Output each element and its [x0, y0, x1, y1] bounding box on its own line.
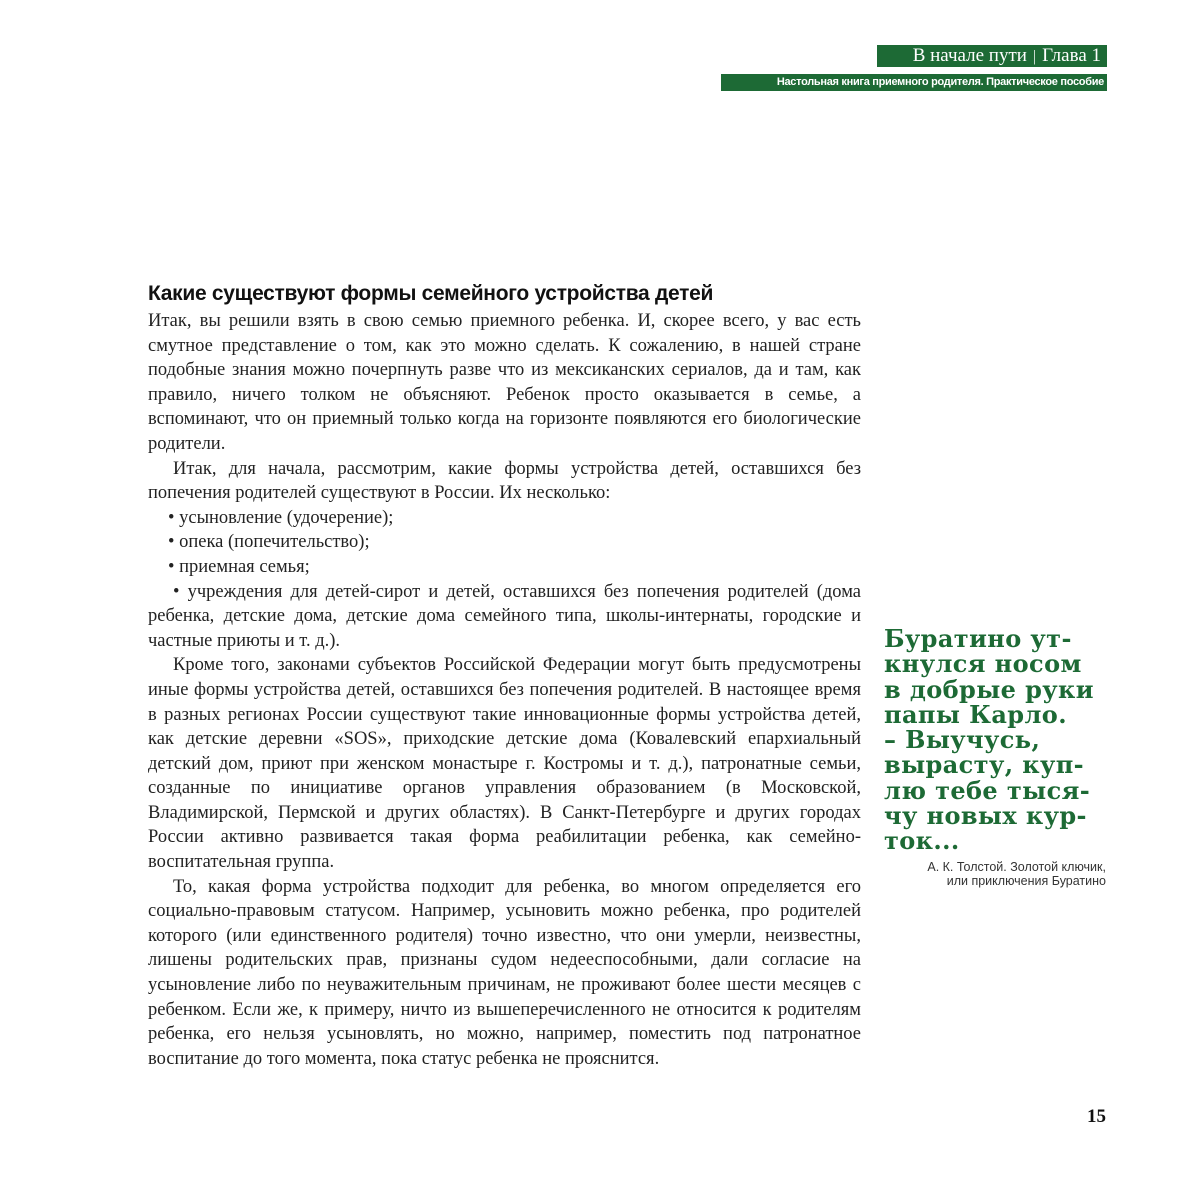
page-number: 15 [1087, 1106, 1106, 1127]
paragraph-forms: Итак, для начала, рассмотрим, какие формы устройства детей, оставшихся без попечения родителей существуют в России. Их несколько: [148, 458, 861, 504]
header-separator: | [1032, 48, 1037, 65]
main-text [148, 309, 861, 1071]
paragraph-intro: Итак, вы решили взять в свою семью приемного ребенка. И, скорее всего, у вас есть смутное представление о том, как это можно сделать. К сожалению, в нашей стране подобные знания можно почерпнуть разве что из мексиканских сериалов, да и там, как правило, ничего толком не объясняют. Ребенок просто оказывается в семье, а вспоминают, что он приемный только когда на горизонте появляются его биологические родители. [148, 311, 861, 454]
book-title-bar [721, 74, 1107, 91]
chapter-title: В начале пути [912, 45, 1027, 66]
chapter-number: Глава 1 [1042, 45, 1101, 66]
chapter-header [877, 45, 1107, 67]
list-item: • приемная семья; [168, 556, 310, 577]
book-title: Настольная книга приемного родителя. Практическое пособие [776, 76, 1104, 88]
quote-source: А. К. Толстой. Золотой ключик, или приключения Буратино [927, 860, 1106, 888]
sidebar-quote: Буратино ут- кнулся носом в добрые руки папы Карло. – Выучусь, вырасту, куп- лю тебе тыся- чу новых кур- ток... [884, 624, 1094, 856]
paragraph-legal-status: То, какая форма устройства подходит для ребенка, во многом определяется его социально-правовым статусом. Например, усыновить можно ребенка, про родителей которого (или единственного родителя) точно известно, что они умерли, неизвестны, лишены родительских прав, признаны судом недееспособными, дали согласие на усыновление либо по неуважительным причинам, не проживают более шести месяцев с ребенком. Если же, к примеру, ничто из вышеперечисленного не относится к родителям ребенка, его нельзя усыновлять, но можно, например, поместить под патронатное воспитание до того момента, пока статус ребенка не прояснится. [148, 876, 861, 1069]
paragraph-innovative-forms: Кроме того, законами субъектов Российской Федерации могут быть предусмотрены иные формы устройства детей, оставшихся без попечения родителей. В настоящее время в разных регионах России существуют такие инновационные формы устройства детей, как детские деревни «SOS», приходские детские дома (Ковалевский епархиальный детский дом, приют при женском монастыре г. Костромы и т. д.), патронатные семьи, созданные по инициативе органов управления образованием (в Московской, Владимирской, Пермской и других областях). В Санкт-Петербурге и других городах России активно развивается такая форма реабилитации ребенка, как семейно-воспитательная группа. [148, 655, 861, 873]
list-item: • усыновление (удочерение); [168, 507, 394, 528]
list-item: • опека (попечительство); [168, 532, 370, 553]
list-item-institutions: • учреждения для детей-сирот и детей, оставшихся без попечения родителей (дома ребенка, детские дома, детские дома семейного типа, школы-интернаты, городские и частные приюты и т. д.). [148, 581, 861, 651]
section-title: Какие существуют формы семейного устройства детей [148, 282, 714, 305]
